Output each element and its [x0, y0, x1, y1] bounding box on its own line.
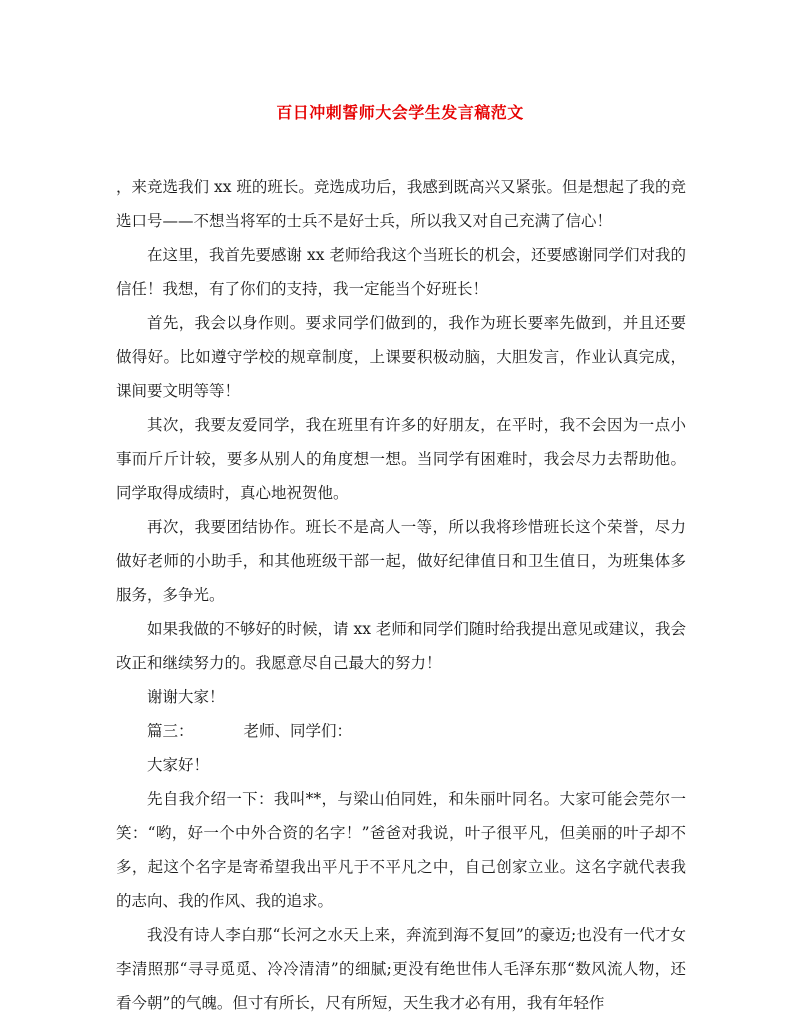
paragraph-7: 谢谢大家！ [147, 688, 225, 706]
paragraph-4: 其次，我要友爱同学，我在班里有许多的好朋友，在平时，我不会因为一点小事而斤斤计较，要多从别人的角度想一想。当同学有困难时，我会尽力去帮助他。同学取得成绩时，真心地祝贺他。 [116, 416, 686, 502]
section-label: 篇三： [147, 722, 194, 740]
paragraph-9: 先自我介绍一下：我叫**，与梁山伯同姓，和朱丽叶同名。大家可能会莞尔一笑：“哟，好一个中外合资的名字！”爸爸对我说，叶子很平凡，但美丽的叶子却不多，起这个名字是寄希望我出平凡于不平凡之中，自己创家立业。这名字就代表我的志向、我的作风、我的追求。 [116, 790, 686, 910]
paragraph-1: ，来竞选我们 xx 班的班长。竞选成功后，我感到既高兴又紧张。但是想起了我的竞选口号——不想当将军的士兵不是好士兵，所以我又对自己充满了信心！ [116, 178, 686, 230]
document-body [116, 170, 686, 1020]
paragraph-3: 首先，我会以身作则。要求同学们做到的，我作为班长要率先做到，并且还要做得好。比如遵守学校的规章制度，上课要积极动脑，大胆发言，作业认真完成，课间要文明等等！ [116, 314, 686, 400]
section-greeting: 老师、同学们： [243, 722, 353, 740]
paragraph-2: 在这里，我首先要感谢 xx 老师给我这个当班长的机会，还要感谢同学们对我的信任！我想，有了你们的支持，我一定能当个好班长！ [116, 246, 686, 298]
paragraph-5: 再次，我要团结协作。班长不是高人一等，所以我将珍惜班长这个荣誉，尽力做好老师的小助手，和其他班级干部一起，做好纪律值日和卫生值日，为班集体多服务，多争光。 [116, 518, 686, 604]
section-heading [116, 714, 686, 748]
paragraph-6: 如果我做的不够好的时候，请 xx 老师和同学们随时给我提出意见或建议，我会改正和继续努力的。我愿意尽自己最大的努力！ [116, 620, 686, 672]
document-title: 百日冲刺誓师大会学生发言稿范文 [276, 103, 524, 122]
paragraph-8: 大家好！ [147, 756, 210, 774]
paragraph-10: 我没有诗人李白那“长河之水天上来，奔流到海不复回”的豪迈;也没有一代才女李清照那“寻寻觅觅、冷冷清清”的细腻;更没有绝世伟人毛泽东那“数风流人物，还看今朝”的气魄。但寸有所长，尺有所短，天生我才必有用，我有年轻作 [116, 926, 686, 1012]
